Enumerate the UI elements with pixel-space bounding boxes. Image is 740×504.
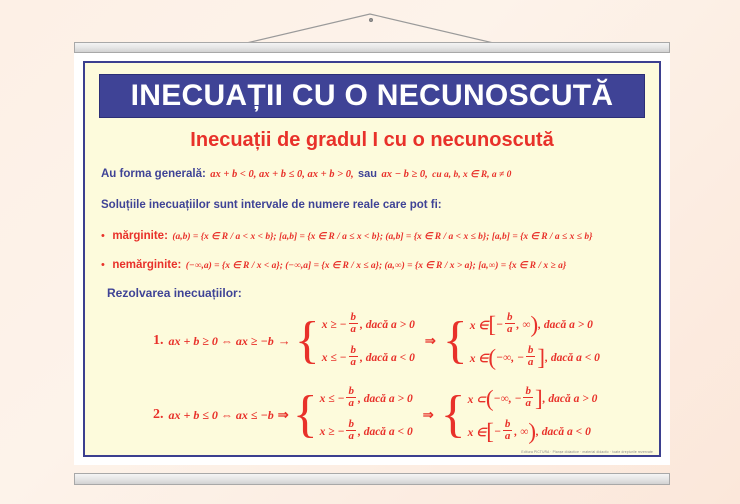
fraction-numerator: b [525,385,531,397]
fraction [349,312,359,335]
solving-case-2 [153,378,643,452]
fraction-numerator: b [507,311,513,323]
fraction [346,419,356,442]
fraction [526,345,536,368]
case-1-right-branch-2 [470,341,600,374]
fraction-denominator: a [527,356,534,368]
solving-case-1 [153,304,643,378]
case-1-right-branch-1 [470,308,600,341]
fraction [503,419,513,442]
case-2-left-cond-1: , dacă a > 0 [357,392,413,405]
fraction-numerator: b [350,344,357,356]
fraction [346,386,356,409]
bullet-icon: • [101,230,105,242]
case-1-right-cond-1: , dacă a > 0 [538,318,593,331]
unbounded-intervals-line [101,255,643,273]
case-1-right-tail-1: , ∞ [516,318,531,331]
case-2-right-pre-2: x ∈ [467,426,487,439]
case-1-left-branch-1 [322,308,415,341]
poster-subtitle: Inecuații de gradul I cu o necunoscută [190,129,554,151]
publisher-credit: Editura PICTURA · Planșe didactice · material didactic · toate drepturile rezervate [521,450,653,454]
interval-open-bracket: [ [488,312,497,338]
case-1-arrow: → [277,333,291,348]
case-1-left-branch-2 [322,341,415,374]
bounded-intervals: (a,b) = {x ∈ R / a < x < b}; [a,b] = {x ∈ R / a ≤ x < b}; (a,b] = {x ∈ R / a < x ≤ b}; [a,b] = {x ∈ R / a ≤ x ≤ b} [172,232,593,242]
case-1-right-cond-2: , dacă a < 0 [545,351,600,364]
case-1-left-brace-icon: { [294,311,320,369]
interval-close-bracket: ) [530,312,539,338]
case-2-arrow: ⇒ [277,407,289,422]
case-2-right-lead-2: − [493,425,501,438]
case-1-right-lead-2: −∞, − [496,351,524,364]
case-1-left-rel-2: x ≤ − [321,351,347,364]
bounded-intervals-line [101,226,643,244]
interval-close-bracket: ) [528,419,537,445]
poster-inner-frame [83,61,661,457]
case-1-right-branches [470,308,600,374]
fraction-numerator: b [350,311,357,323]
case-1-right-pre-2: x ∈ [469,352,489,365]
chart-bottom-rail [74,473,670,485]
hanging-hook-icon [369,18,373,22]
general-form-line [101,164,643,182]
fraction-denominator: a [507,323,513,335]
poster-sheet [74,53,670,465]
chart-top-rail [74,42,670,53]
fraction-numerator: b [348,418,354,430]
case-1-equation: ax + b ≥ 0 ⇔ ax ≥ −b [168,333,274,348]
interval-close-bracket: ] [537,345,546,371]
fraction-denominator: a [504,430,511,442]
interval-close-bracket: ] [534,386,543,412]
fraction-denominator: a [348,397,354,409]
case-1-number: 1. [153,333,164,348]
interval-open-bracket: [ [486,419,494,445]
case-2-right-pre-1: x ⊂ [467,393,486,406]
fraction [505,312,515,335]
solving-heading: Rezolvarea inecuațiilor: [107,286,242,300]
interval-open-bracket: ( [488,345,497,371]
case-1-right-brace-icon: { [442,311,468,369]
fraction-numerator: b [504,418,511,430]
case-2-left-cond-2: , dacă a < 0 [357,425,413,438]
case-2-left-branch-1 [320,382,413,415]
case-2-right-branches [468,382,598,448]
general-form-last: ax − b ≥ 0, [381,169,428,180]
case-2-right-cond-2: , dacă a < 0 [536,425,591,438]
general-form-conjunction: sau [358,168,377,180]
bounded-label: mărginite: [112,230,168,242]
fraction-denominator: a [525,397,531,409]
fraction-numerator: b [527,344,534,356]
case-2-implies-arrow: ⇒ [422,407,434,422]
case-2-left-rel-2: x ≥ − [319,425,345,438]
case-1-left-rel-1: x ≥ − [321,318,347,331]
case-2-right-branch-2 [468,415,598,448]
case-2-right-lead-1: −∞, − [493,392,522,405]
case-2-number: 2. [153,407,164,422]
case-2-right-cond-1: , dacă a > 0 [542,392,598,405]
case-2-left-rel-1: x ≤ − [319,392,345,405]
case-1-left-branches [322,308,415,374]
general-form-condition: cu a, b, x ∈ R, a ≠ 0 [432,170,512,180]
case-1-right-lead-1: − [496,318,503,331]
fraction-denominator: a [350,323,357,335]
interval-open-bracket: ( [485,386,494,412]
solutions-intro-line [101,195,643,213]
general-form-inequalities: ax + b < 0, ax + b ≤ 0, ax + b > 0, [210,169,354,180]
page-title: INECUAȚII CU O NECUNOSCUTĂ [130,79,614,112]
general-form-label: Au forma generală: [101,168,206,180]
unbounded-intervals: (−∞,a) = {x ∈ R / x < a}; (−∞,a] = {x ∈ R / x ≤ a}; (a,∞) = {x ∈ R / x > a}; [a,∞) = {x ∈ R / x ≥ a} [185,261,567,271]
fraction [349,345,359,368]
unbounded-label: nemărginite: [112,259,182,271]
case-1-left-cond-2: , dacă a < 0 [360,351,415,364]
case-2-right-tail-2: , ∞ [514,425,529,438]
case-2-right-branch-1 [468,382,598,415]
poster-content [97,164,647,452]
case-1-left-cond-1: , dacă a > 0 [360,318,415,331]
poster-title-bar [99,74,645,118]
case-2-left-branch-2 [320,415,413,448]
fraction [523,386,533,409]
case-1-implies-arrow: ⇒ [424,333,436,348]
solutions-intro-text: Soluțiile inecuațiilor sunt intervale de numere reale care pot fi: [101,199,442,211]
case-2-right-brace-icon: { [440,385,466,443]
fraction-denominator: a [348,430,354,442]
case-2-left-branches [320,382,413,448]
case-2-equation: ax + b ≤ 0 ⇔ ax ≤ −b [168,407,274,422]
case-1-right-pre-1: x ∈ [469,319,489,332]
case-2-left-brace-icon: { [292,385,318,443]
fraction-denominator: a [350,356,357,368]
bullet-icon: • [101,259,105,271]
fraction-numerator: b [348,385,354,397]
